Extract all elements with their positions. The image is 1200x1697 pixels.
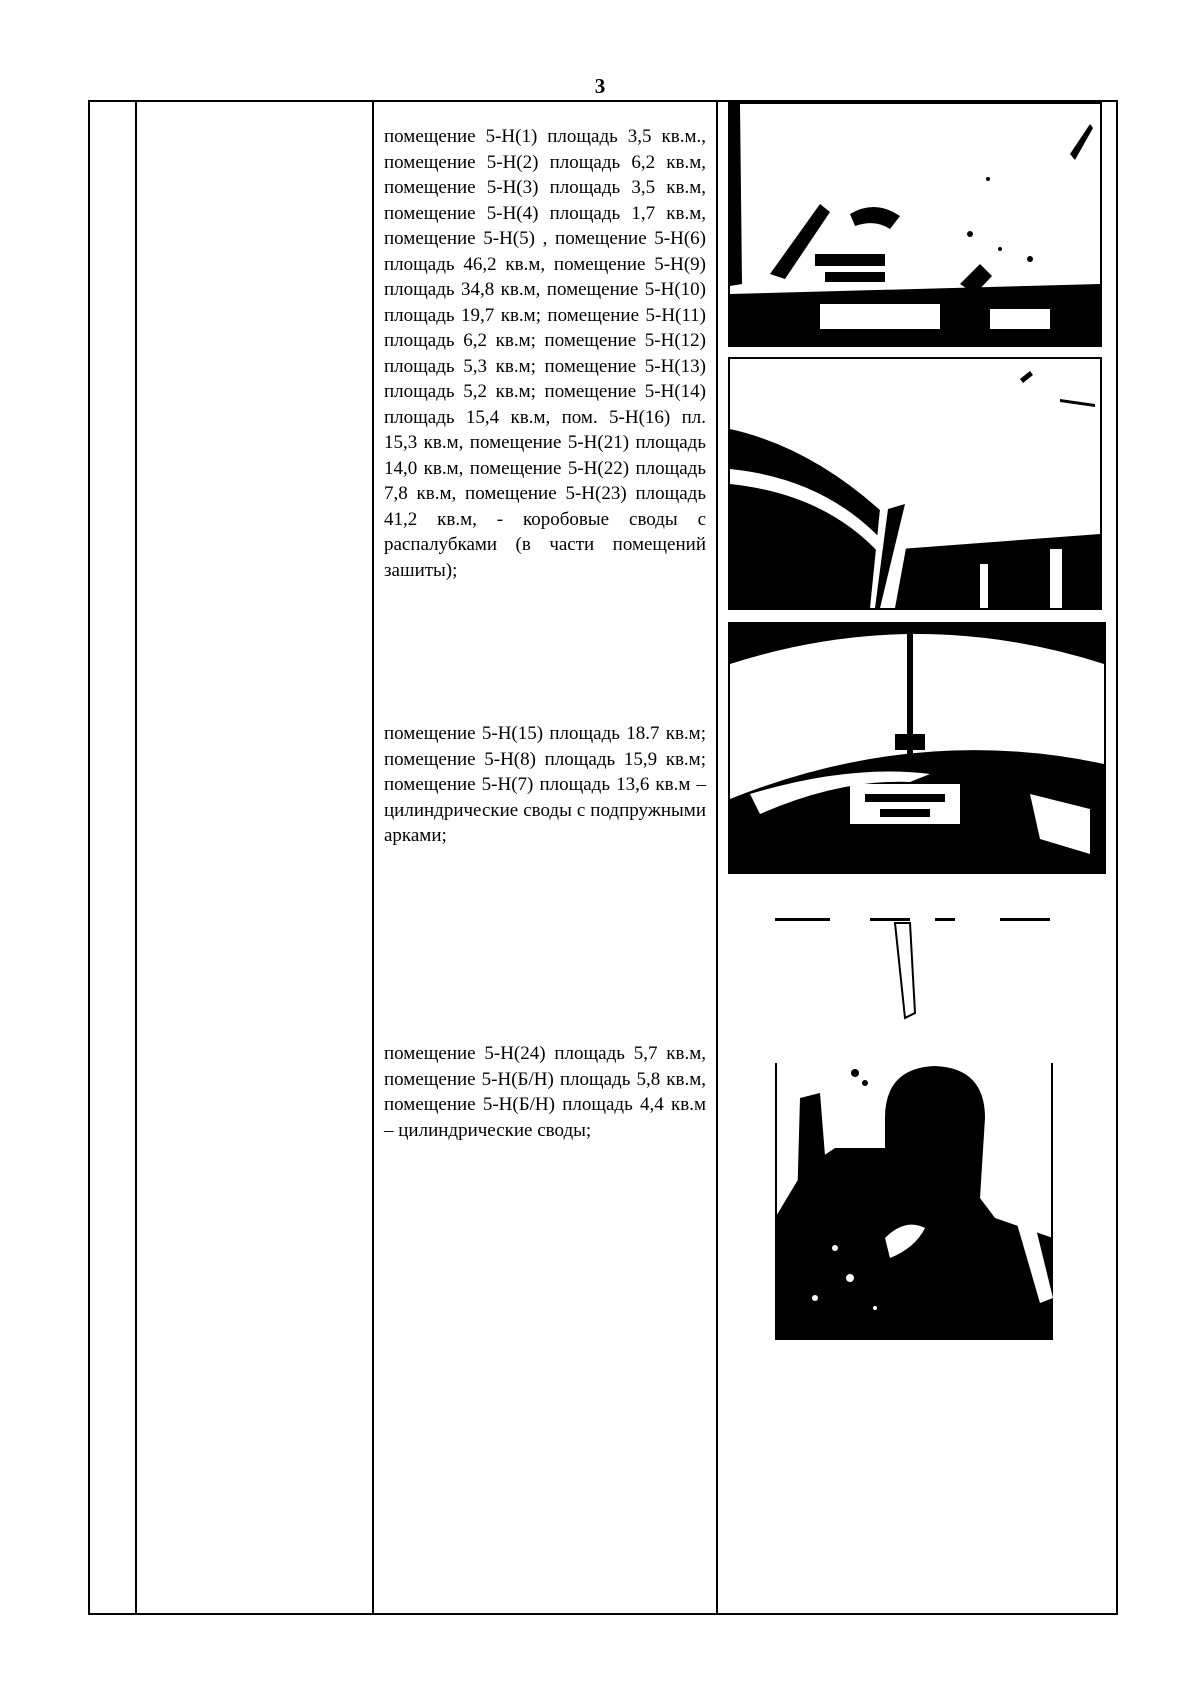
photo-vault-3 bbox=[728, 622, 1106, 874]
page-number: 3 bbox=[594, 74, 606, 98]
photo-vault-4-image bbox=[775, 918, 1053, 1340]
photo-vault-2-image bbox=[730, 359, 1100, 608]
photo-vault-3-image bbox=[730, 624, 1104, 872]
description-paragraph-1: помещение 5-Н(1) площадь 3,5 кв.м., помещение 5-Н(2) площадь 6,2 кв.м, помещение 5-Н(3) площадь 3,5 кв.м, помещение 5-Н(4) площадь 1,7 кв.м, помещение 5-Н(5) , помещение 5-Н(6) площадь 46,2 кв.м, помещение 5-Н(9) площадь 34,8 кв.м, помещение 5-Н(10) площадь 19,7 кв.м; помещение 5-Н(11) площадь 6,2 кв.м; помещение 5-Н(12) площадь 5,3 кв.м; помещение 5-Н(13) площадь 5,2 кв.м; помещение 5-Н(14) площадь 15,4 кв.м, пом. 5-Н(16) пл. 15,3 кв.м, помещение 5-Н(21) площадь 14,0 кв.м, помещение 5-Н(22) площадь 7,8 кв.м, помещение 5-Н(23) площадь 41,2 кв.м, - коробовые своды с распалубками (в части помещений зашиты); bbox=[384, 126, 706, 581]
photo-vault-1-image bbox=[730, 104, 1100, 345]
column-divider-1 bbox=[135, 102, 137, 1613]
description-paragraph-3: помещение 5-Н(24) площадь 5,7 кв.м, помещение 5-Н(Б/Н) площадь 5,8 кв.м, помещение 5-Н(Б/Н) площадь 4,4 кв.м – цилиндрические своды; bbox=[384, 1043, 706, 1141]
column-divider-2 bbox=[372, 102, 374, 1613]
photo-vault-4 bbox=[775, 918, 1053, 1340]
column-divider-3 bbox=[716, 102, 718, 1613]
photo-vault-2 bbox=[728, 357, 1102, 610]
description-paragraph-2: помещение 5-Н(15) площадь 18.7 кв.м; помещение 5-Н(8) площадь 15,9 кв.м; помещение 5-Н(7) площадь 13,6 кв.м – цилиндрические своды с подпружными арками; bbox=[384, 723, 706, 846]
photo-vault-1 bbox=[728, 102, 1102, 347]
